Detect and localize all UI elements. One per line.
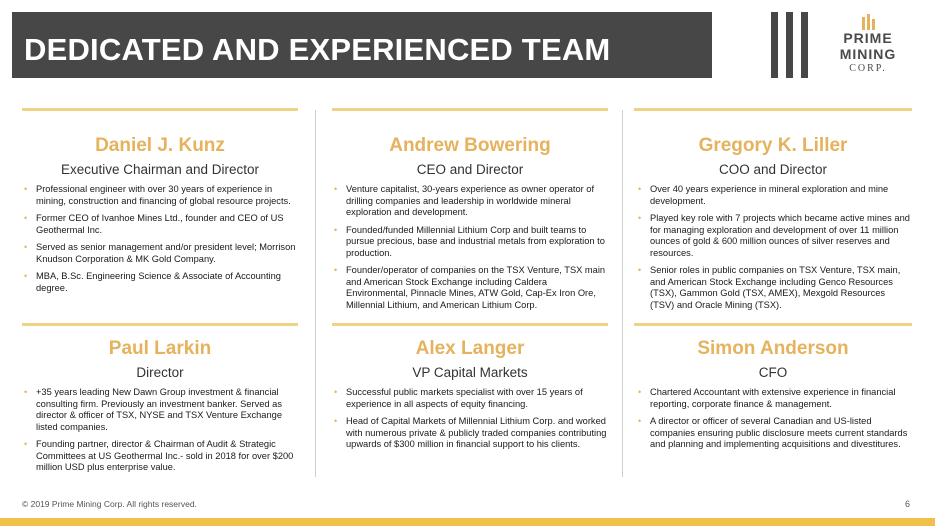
logo-mark-icon <box>860 14 876 30</box>
bio-item: • Founding partner, director & Chairman of Audit & Strategic Committees at US Geothermal Inc.- sold in 2018 for over $200 million USD plus enterprise value. <box>22 439 298 474</box>
company-logo <box>828 14 908 84</box>
decorative-stripe <box>786 12 793 78</box>
bio-list <box>332 184 608 311</box>
member-name: Gregory K. Liller <box>698 135 848 156</box>
team-card-anderson <box>636 337 910 457</box>
member-role: CEO and Director <box>416 162 524 177</box>
member-role: CFO <box>758 365 788 380</box>
team-card-bowering <box>332 134 608 317</box>
page-number: 6 <box>905 499 911 509</box>
bio-list <box>636 387 910 451</box>
team-card-liller <box>636 134 910 317</box>
bio-item: • Played key role with 7 projects which became active mines and for managing exploration and development of over 11 million ounces of gold & 600 million ounces of silver reserves and resources. <box>636 213 910 259</box>
gold-rule <box>22 323 298 326</box>
bio-item: • Served as senior management and/or president level; Morrison Knudson Corporation & MK Gold Company. <box>22 242 298 265</box>
member-role: Executive Chairman and Director <box>60 162 260 177</box>
title-banner <box>12 12 712 78</box>
copyright-notice: © 2019 Prime Mining Corp. All rights reserved. <box>22 499 197 509</box>
member-name: Paul Larkin <box>108 338 212 359</box>
decorative-stripe <box>771 12 778 78</box>
bio-item: • Founded/funded Millennial Lithium Corp and built teams to pursue precious, base and industrial metals from exploration to production. <box>332 225 608 260</box>
bio-item: • Venture capitalist, 30-years experience as owner operator of drilling companies and leadership in worldwide mineral exploration and development. <box>332 184 608 219</box>
bio-item: • Head of Capital Markets of Millennial Lithium Corp. and worked with numerous private & publicly traded companies contributing upwards of $300 million in financial support to his clients. <box>332 416 608 451</box>
member-role: Director <box>136 365 184 380</box>
member-role: VP Capital Markets <box>412 365 528 380</box>
page-title: DEDICATED AND EXPERIENCED TEAM <box>24 32 611 67</box>
bio-item: • +35 years leading New Dawn Group investment & financial consulting firm. Previously an investment banker. Served as director & officer of TSX, NYSE and TSX Venture Exchange listed companies. <box>22 387 298 433</box>
bottom-accent-bar <box>0 518 935 526</box>
team-card-kunz <box>22 134 298 300</box>
logo-text-line1: PRIME <box>843 30 893 46</box>
bio-item: • Founder/operator of companies on the TSX Venture, TSX main and American Stock Exchange including Caldera Environmental, Pinnacle Mines, ATW Gold, Cap-Ex Iron Ore, Millennial Lithium, and American Lithium Corp. <box>332 265 608 311</box>
gold-rule <box>332 108 608 111</box>
team-card-larkin <box>22 337 298 480</box>
bio-item: • MBA, B.Sc. Engineering Science & Associate of Accounting degree. <box>22 271 298 294</box>
bio-item: • A director or officer of several Canadian and US-listed companies ensuring public disclosure meets current standards and planning and implementing acquisitions and divestitures. <box>636 416 910 451</box>
column-divider <box>622 110 623 477</box>
decorative-stripe <box>801 12 808 78</box>
member-name: Alex Langer <box>415 338 525 359</box>
member-name: Andrew Bowering <box>389 135 551 156</box>
bio-item: • Chartered Accountant with extensive experience in financial reporting, corporate finance & management. <box>636 387 910 410</box>
team-card-langer <box>332 337 608 457</box>
bio-list <box>636 184 910 311</box>
column-divider <box>315 110 316 477</box>
gold-rule <box>634 323 912 326</box>
gold-rule <box>22 108 298 111</box>
gold-rule <box>634 108 912 111</box>
bio-item: • Successful public markets specialist with over 15 years of experience in all aspects of equity financing. <box>332 387 608 410</box>
member-name: Daniel J. Kunz <box>95 135 225 156</box>
logo-text-line3: CORP. <box>849 63 887 74</box>
bio-item: • Over 40 years experience in mineral exploration and mine development. <box>636 184 910 207</box>
logo-text-line2: MINING <box>839 46 897 62</box>
member-role: COO and Director <box>718 162 828 177</box>
bio-list <box>332 387 608 451</box>
bio-list <box>22 184 298 294</box>
bio-list <box>22 387 298 474</box>
member-name: Simon Anderson <box>697 338 849 359</box>
bio-item: • Former CEO of Ivanhoe Mines Ltd., founder and CEO of US Geothermal Inc. <box>22 213 298 236</box>
gold-rule <box>332 323 608 326</box>
bio-item: • Senior roles in public companies on TSX Venture, TSX main, and American Stock Exchange including Genco Resources (TSX), Gammon Gold (TSX, AMEX), Mexgold Resources (TSV) and Oracle Mining (TSX). <box>636 265 910 311</box>
bio-item: • Professional engineer with over 30 years of experience in mining, construction and financing of global resource projects. <box>22 184 298 207</box>
